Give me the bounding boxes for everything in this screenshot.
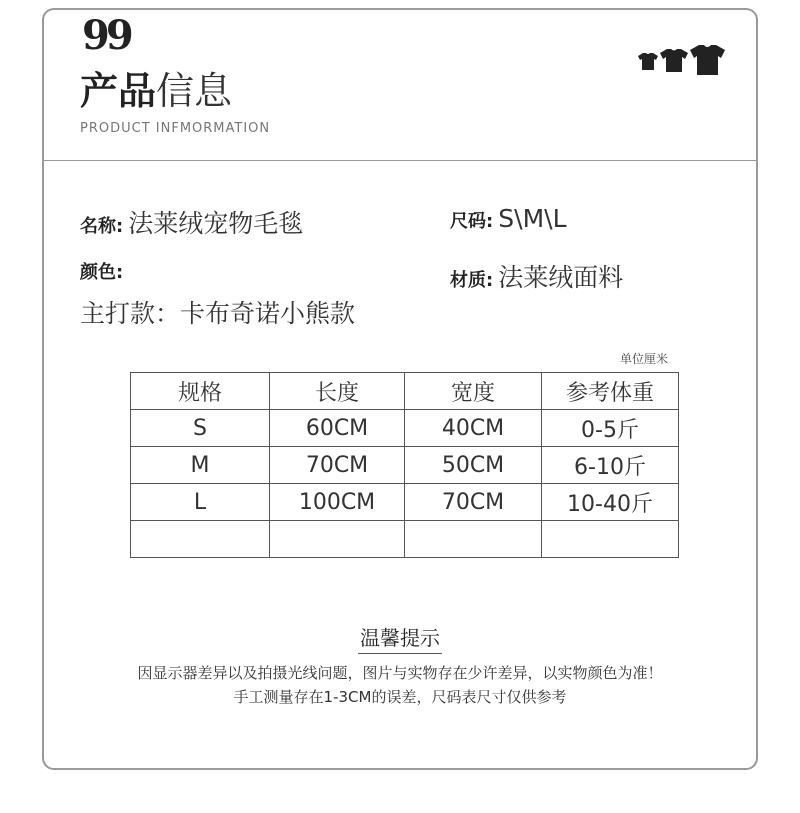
table-cell: 40CM bbox=[405, 410, 542, 447]
table-cell bbox=[405, 521, 542, 558]
table-cell: 50CM bbox=[405, 447, 542, 484]
table-cell: 70CM bbox=[405, 484, 542, 521]
table-row-empty bbox=[131, 521, 679, 558]
tips-heading-wrap bbox=[0, 622, 800, 654]
table-cell: 70CM bbox=[270, 447, 405, 484]
size-value: S\M\L bbox=[498, 204, 567, 233]
name-label: 名称: bbox=[80, 216, 124, 237]
table-cell bbox=[270, 521, 405, 558]
tips-heading: 温馨提示 bbox=[358, 622, 442, 654]
title-light: 信息 bbox=[156, 69, 233, 113]
tips-line-2: 手工测量存在1-3CM的误差，尺码表尺寸仅供参考 bbox=[233, 688, 567, 706]
table-row bbox=[131, 410, 679, 447]
tips-line-1: 因显示器差异以及拍摄光线问题，图片与实物存在少许差异，以实物颜色为准！ bbox=[137, 664, 663, 682]
header-cell: 参考体重 bbox=[542, 373, 679, 410]
size-field bbox=[450, 204, 567, 233]
color-value: 主打款：卡布奇诺小熊款 bbox=[80, 299, 356, 328]
page-title bbox=[80, 68, 232, 114]
color-field bbox=[80, 258, 123, 284]
table-cell: 100CM bbox=[270, 484, 405, 521]
table-cell: M bbox=[131, 447, 270, 484]
table-cell bbox=[542, 521, 679, 558]
quote-mark-icon: 99 bbox=[82, 12, 130, 59]
material-label: 材质: bbox=[450, 270, 494, 291]
table-cell: S bbox=[131, 410, 270, 447]
name-value: 法莱绒宠物毛毯 bbox=[128, 209, 304, 238]
name-field bbox=[80, 204, 303, 240]
material-field bbox=[450, 258, 623, 294]
table-cell: 60CM bbox=[270, 410, 405, 447]
page-subtitle: PRODUCT INFMORMATION bbox=[80, 121, 271, 136]
title-bold: 产品 bbox=[80, 69, 157, 113]
material-value: 法莱绒面料 bbox=[498, 263, 624, 292]
table-header-row bbox=[131, 373, 679, 410]
table-cell: 6-10斤 bbox=[542, 447, 679, 484]
table-row bbox=[131, 484, 679, 521]
header-divider bbox=[42, 160, 758, 161]
table-cell: 0-5斤 bbox=[542, 410, 679, 447]
size-label: 尺码: bbox=[450, 211, 494, 232]
unit-note: 单位厘米 bbox=[620, 352, 669, 366]
color-value-line bbox=[80, 294, 355, 330]
table-cell bbox=[131, 521, 270, 558]
header-cell: 长度 bbox=[270, 373, 405, 410]
table-cell: 10-40斤 bbox=[542, 484, 679, 521]
tshirts-icon bbox=[634, 44, 726, 78]
table-cell: L bbox=[131, 484, 270, 521]
header-cell: 宽度 bbox=[405, 373, 542, 410]
header-cell: 规格 bbox=[131, 373, 270, 410]
color-label: 颜色: bbox=[80, 262, 124, 283]
size-table bbox=[130, 372, 679, 558]
table-row bbox=[131, 447, 679, 484]
